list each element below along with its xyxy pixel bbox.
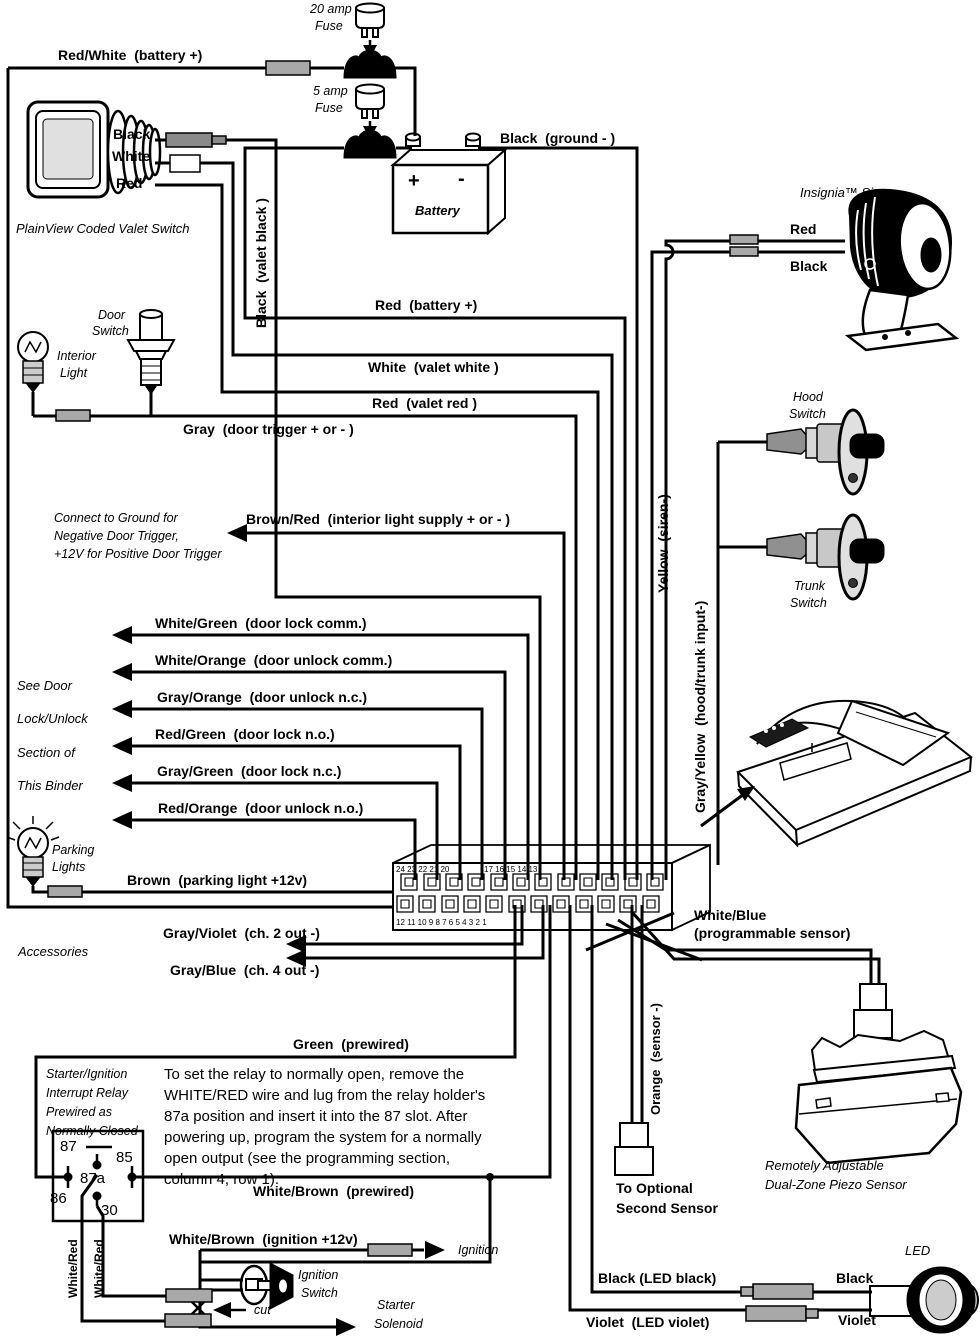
label-gray-violet: Gray/Violet (ch. 2 out -) xyxy=(163,925,320,941)
label-relay-cap-1: Starter/Ignition xyxy=(46,1067,128,1081)
label-trunk-switch: Switch xyxy=(790,596,827,610)
label-fuse5-word: Fuse xyxy=(315,101,343,115)
label-trunk: Trunk xyxy=(794,579,826,593)
label-gray-yellow: Gray/Yellow (hood/trunk input-) xyxy=(692,600,708,813)
label-second-sensor: Second Sensor xyxy=(616,1200,718,1216)
label-valet-caption: PlainView Coded Valet Switch xyxy=(16,221,190,236)
label-white-orange: White/Orange (door unlock comm.) xyxy=(155,652,393,668)
connector-numbers-top-right: 17 16 15 14 13 xyxy=(484,865,538,874)
label-gray-orange: Gray/Orange (door unlock n.c.) xyxy=(157,689,368,705)
label-hood: Hood xyxy=(793,390,823,404)
label-relay-cap-3: Prewired as xyxy=(46,1105,112,1119)
label-white-valet-wire: White (valet white ) xyxy=(368,359,499,375)
label-white-red-1: White/Red xyxy=(66,1239,80,1298)
label-led: LED xyxy=(905,1243,931,1258)
relay-note-1: To set the relay to normally open, remove the xyxy=(164,1066,465,1083)
control-module-drawing xyxy=(738,701,971,845)
hood-switch-drawing xyxy=(767,410,884,494)
relay-note-6: column 4, row 1). xyxy=(164,1171,280,1188)
label-red-white-battery: Red/White (battery +) xyxy=(58,47,203,63)
label-fuse20-amp: 20 amp xyxy=(310,2,352,16)
fuse-5amp-icon xyxy=(344,85,396,159)
label-door-switch: Switch xyxy=(92,324,129,338)
label-starter: Starter xyxy=(377,1298,415,1312)
label-siren-red: Red xyxy=(790,221,817,237)
label-violet-led-wire: Violet (LED violet) xyxy=(586,1314,710,1330)
relay-pin-87: 87 xyxy=(60,1138,77,1155)
label-battery-plus: + xyxy=(408,170,420,192)
label-valet-red: Red xyxy=(116,175,143,191)
label-lock-unlock: Lock/Unlock xyxy=(17,711,88,726)
label-orange-sensor: Orange (sensor -) xyxy=(648,1003,663,1115)
label-battery: Battery xyxy=(415,203,460,218)
label-ignition-switch-1: Ignition xyxy=(298,1268,339,1282)
label-gray-trigger: Gray (door trigger + or - ) xyxy=(183,421,354,437)
label-ignition-switch-2: Switch xyxy=(301,1286,338,1300)
label-black-valet-wire: Black (valet black ) xyxy=(253,198,269,328)
label-trigger-note-1: Connect to Ground for xyxy=(54,511,178,525)
label-parking-lights: Lights xyxy=(52,860,86,874)
label-brown-parking: Brown (parking light +12v) xyxy=(127,872,308,888)
relay-pin-30: 30 xyxy=(101,1202,118,1219)
label-siren-black: Black xyxy=(790,258,828,274)
relay-pin-86: 86 xyxy=(50,1190,67,1207)
label-see-door: See Door xyxy=(17,678,72,693)
label-door: Door xyxy=(98,308,126,322)
piezo-sensor-drawing xyxy=(796,984,961,1163)
label-hood-switch: Switch xyxy=(789,407,826,421)
label-accessories: Accessories xyxy=(18,944,89,959)
label-red-green: Red/Green (door lock n.o.) xyxy=(155,726,335,742)
label-white-green: White/Green (door lock comm.) xyxy=(155,615,367,631)
label-relay-cap-4: Normally Closed xyxy=(46,1124,138,1138)
relay-pin-87a: 87a xyxy=(80,1170,106,1187)
relay-note-3: 87a position and insert it into the 87 slot. After xyxy=(164,1108,468,1125)
label-red-valet-wire: Red (valet red ) xyxy=(372,395,478,411)
led-drawing xyxy=(870,1267,978,1333)
label-relay-cap-2: Interrupt Relay xyxy=(46,1086,128,1100)
label-piezo-2: Dual-Zone Piezo Sensor xyxy=(765,1177,907,1192)
connector-numbers-top-left: 24 23 22 21 20 xyxy=(396,865,450,874)
label-ignition-dest: Ignition xyxy=(458,1243,499,1257)
relay-pin-85: 85 xyxy=(116,1149,133,1166)
relay-note-4: powering up, program the system for a normally xyxy=(164,1129,482,1146)
label-led-violet: Violet xyxy=(838,1312,876,1328)
label-siren-caption: Insignia™ Siren xyxy=(800,185,892,200)
second-sensor-plugs xyxy=(615,1123,653,1175)
label-led-black: Black xyxy=(836,1270,874,1286)
label-white-brown-prewired: White/Brown (prewired) xyxy=(253,1183,414,1199)
label-white-blue-1: White/Blue xyxy=(694,907,767,923)
label-parking: Parking xyxy=(52,843,95,857)
relay-note-2: WHITE/RED wire and lug from the relay holder's xyxy=(164,1087,486,1104)
connector-numbers-bottom: 12 11 10 9 8 7 6 5 4 3 2 1 xyxy=(396,918,487,927)
siren-drawing xyxy=(848,190,956,350)
label-white-blue-2: (programmable sensor) xyxy=(694,925,851,941)
label-fuse20-word: Fuse xyxy=(315,19,343,33)
label-gray-blue: Gray/Blue (ch. 4 out -) xyxy=(170,962,320,978)
trunk-switch-drawing xyxy=(767,515,884,599)
label-to-optional: To Optional xyxy=(616,1180,693,1196)
label-interior-light: Light xyxy=(60,366,88,380)
label-section-of: Section of xyxy=(17,745,75,760)
label-gray-green: Gray/Green (door lock n.c.) xyxy=(157,763,342,779)
label-interior: Interior xyxy=(57,349,96,363)
relay-note-5: open output (see the programming section, xyxy=(164,1150,451,1167)
label-yellow-siren: Yellow (siren-) xyxy=(655,494,671,593)
door-switch-drawing xyxy=(128,310,174,394)
label-battery-minus: - xyxy=(458,168,465,190)
label-this-binder: This Binder xyxy=(17,778,83,793)
label-green-prewired: Green (prewired) xyxy=(293,1036,409,1052)
label-solenoid: Solenoid xyxy=(374,1317,423,1331)
label-black-ground: Black (ground - ) xyxy=(500,130,616,146)
label-red-battery: Red (battery +) xyxy=(375,297,478,313)
label-valet-black: Black xyxy=(113,126,151,142)
label-fuse5-amp: 5 amp xyxy=(313,84,348,98)
label-red-orange: Red/Orange (door unlock n.o.) xyxy=(158,800,364,816)
label-brown-red: Brown/Red (interior light supply + or - ) xyxy=(246,511,511,527)
label-black-led-wire: Black (LED black) xyxy=(598,1270,717,1286)
label-trigger-note-3: +12V for Positive Door Trigger xyxy=(54,547,222,561)
label-white-brown-ignition: White/Brown (ignition +12v) xyxy=(169,1231,358,1247)
label-white-red-2: White/Red xyxy=(92,1239,106,1298)
label-cut: cut xyxy=(254,1303,271,1317)
label-trigger-note-2: Negative Door Trigger, xyxy=(54,529,179,543)
interior-light-drawing xyxy=(18,332,48,392)
label-piezo-1: Remotely Adjustable xyxy=(765,1158,884,1173)
label-valet-white: White xyxy=(112,148,151,164)
